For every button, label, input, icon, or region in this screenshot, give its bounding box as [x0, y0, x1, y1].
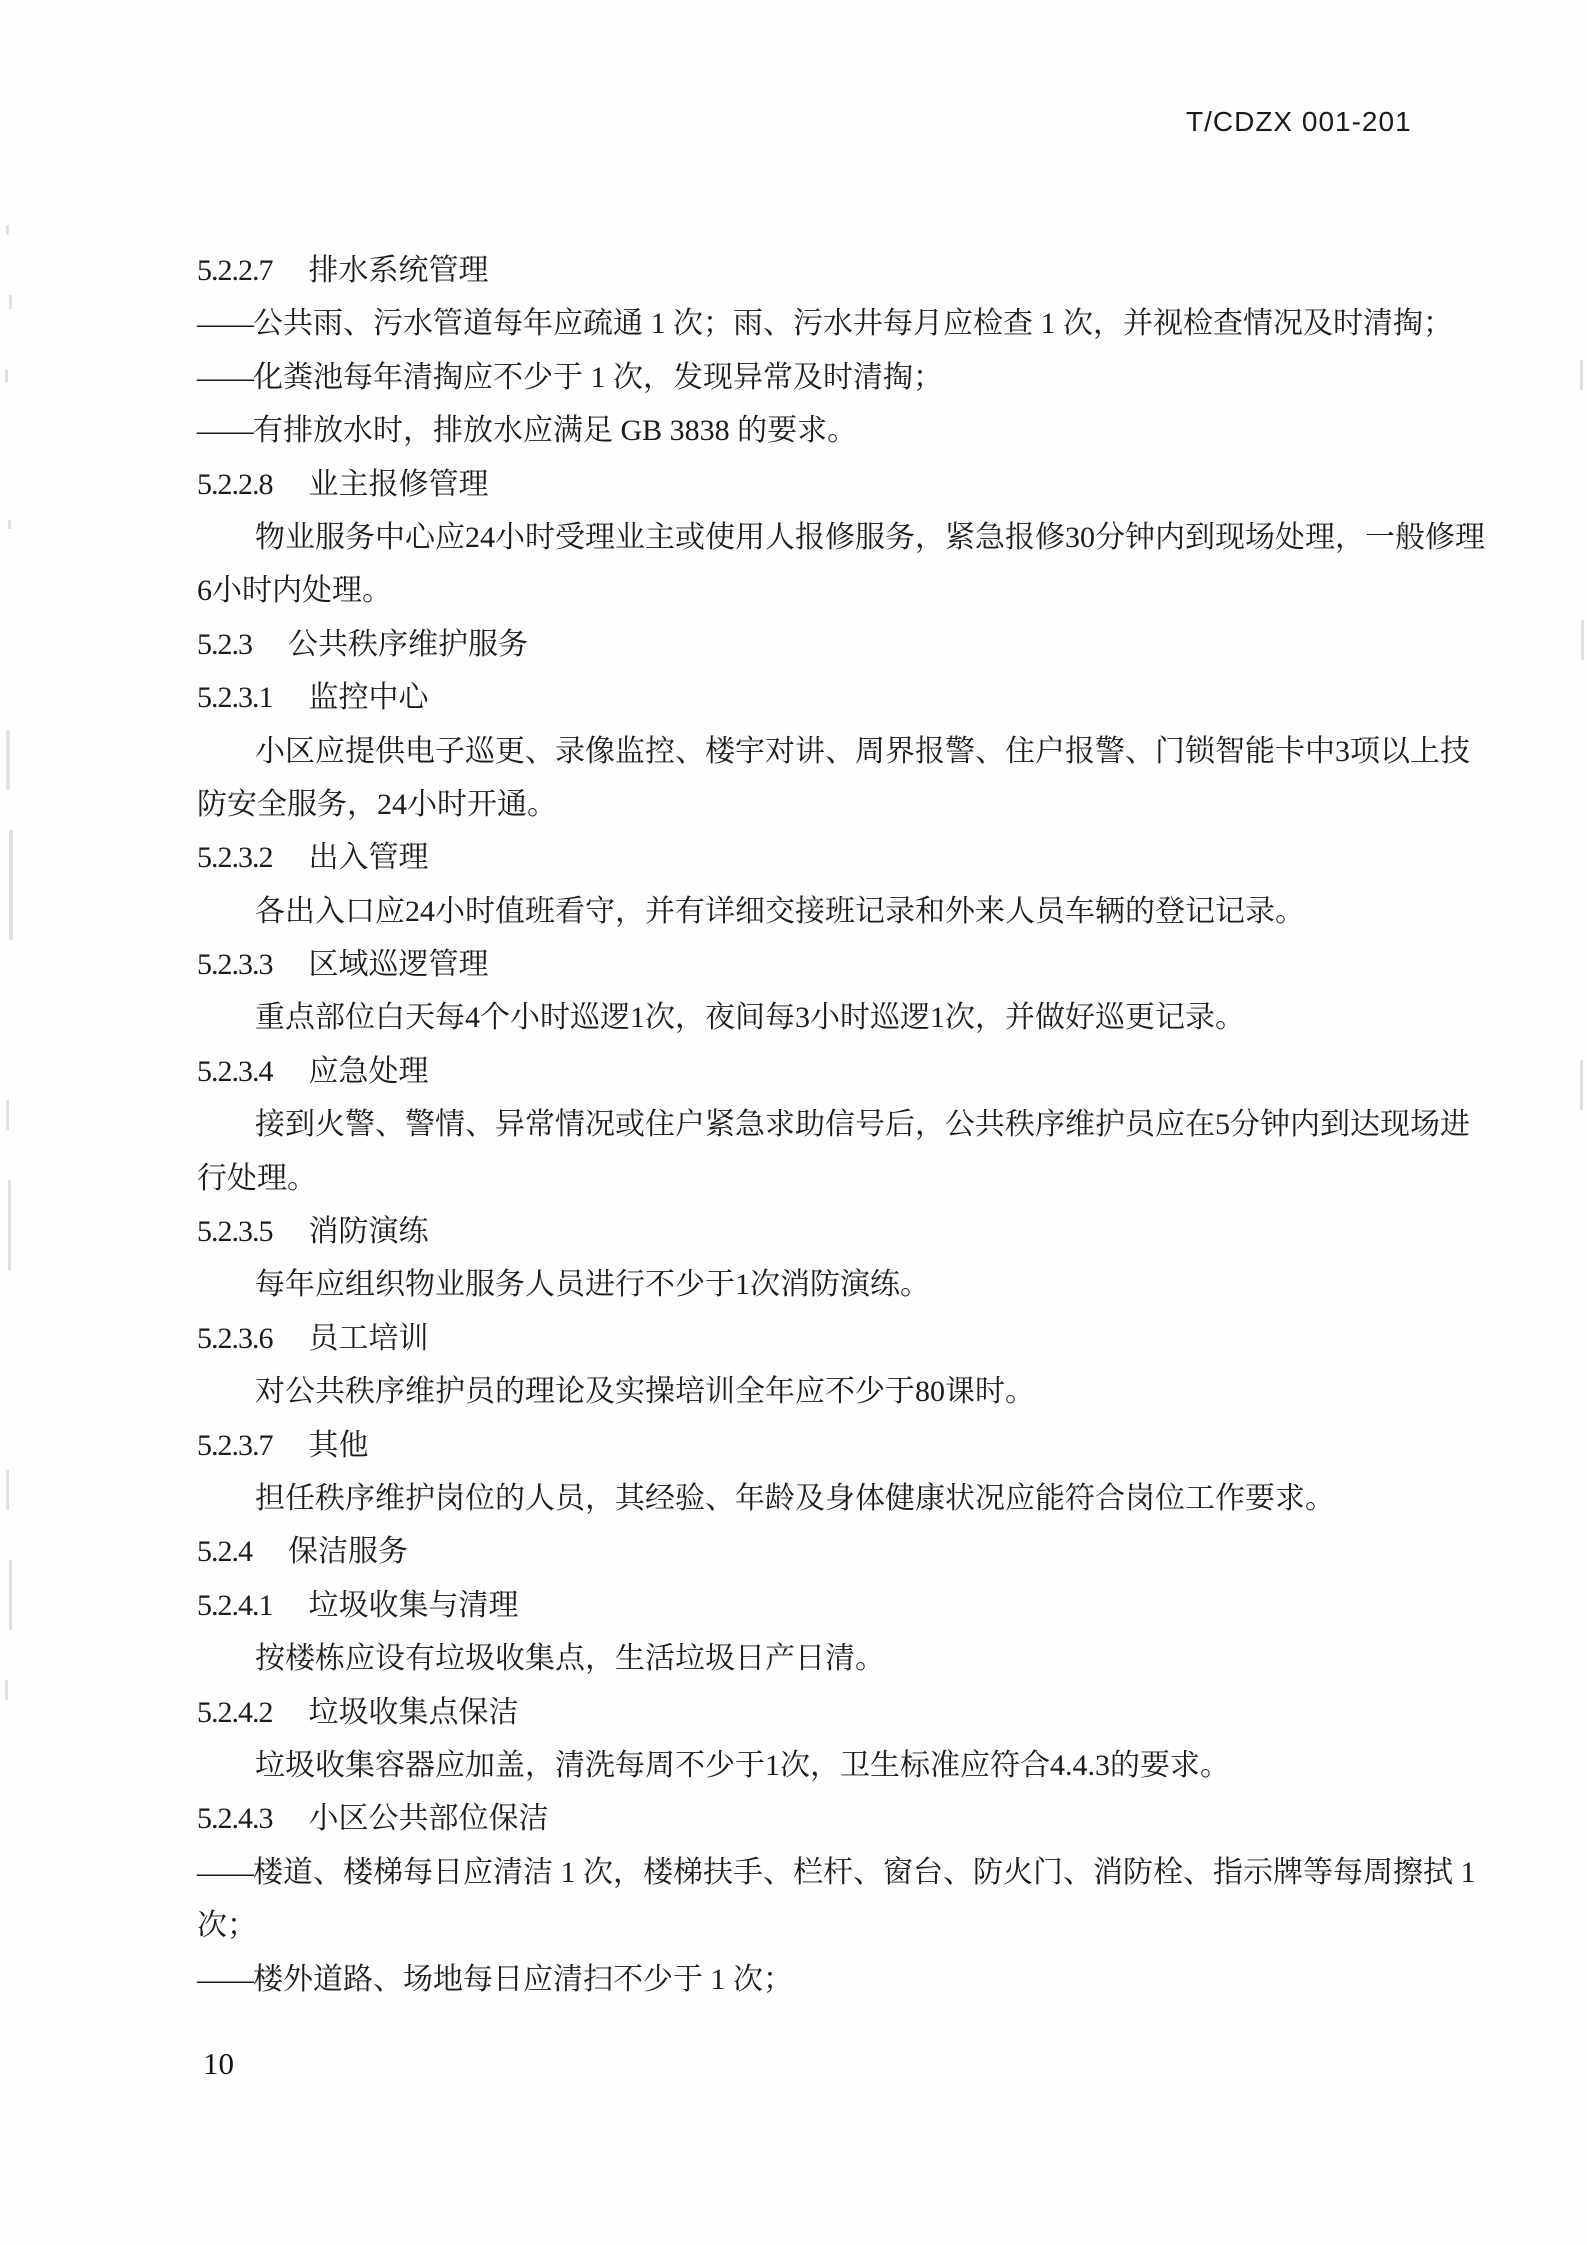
section-heading — [0, 1792, 1587, 1845]
section-title: 应急处理 — [308, 1054, 429, 1088]
scan-artifact — [6, 1470, 9, 1510]
scan-artifact — [1580, 360, 1583, 390]
section-number: 5.2.3.1 — [197, 681, 273, 715]
text-line: 垃圾收集容器应加盖，清洗每周不少于1次，卫生标准应符合4.4.3的要求。 — [255, 1748, 1230, 1782]
text-line: ——公共雨、污水管道每年应疏通 1 次；雨、污水井每月应检查 1 次，并视检查情况及时清掏； — [197, 307, 1453, 341]
section-number: 5.2.4 — [197, 1535, 252, 1569]
section-heading — [0, 1525, 1587, 1578]
dash-prefix: —— — [197, 360, 251, 394]
section-title: 排水系统管理 — [308, 254, 489, 287]
section-heading — [0, 618, 1587, 671]
section-number: 5.2.3.6 — [197, 1321, 273, 1355]
section-number: 5.2.2.8 — [197, 467, 273, 501]
scan-artifact — [6, 225, 9, 235]
section-title: 消防演练 — [308, 1215, 429, 1249]
text-line: 按楼栋应设有垃圾收集点，生活垃圾日产日清。 — [255, 1642, 885, 1676]
section-heading — [0, 1419, 1587, 1472]
text-line: 重点部位白天每4个小时巡逻1次，夜间每3小时巡逻1次，并做好巡更记录。 — [255, 1001, 1245, 1035]
text-line: 防安全服务，24小时开通。 — [197, 787, 557, 821]
section-title: 公共秩序维护服务 — [288, 627, 528, 661]
section-title: 出入管理 — [308, 841, 429, 875]
document-body — [0, 244, 1587, 2006]
dash-prefix: —— — [197, 1962, 251, 1996]
dash-prefix: —— — [197, 307, 251, 341]
section-heading — [0, 1686, 1587, 1739]
text-line: 每年应组织物业服务人员进行不少于1次消防演练。 — [255, 1268, 930, 1302]
section-number: 5.2.3.2 — [197, 841, 273, 875]
section-title: 监控中心 — [308, 681, 429, 715]
section-title: 小区公共部位保洁 — [308, 1802, 549, 1836]
section-title: 垃圾收集点保洁 — [308, 1695, 519, 1729]
scan-artifact — [1581, 620, 1584, 660]
section-title: 保洁服务 — [288, 1535, 408, 1569]
text-line: ——楼道、楼梯每日应清洁 1 次，楼梯扶手、栏杆、窗台、防火门、消防栓、指示牌等每周擦拭 1 — [197, 1855, 1476, 1889]
section-number: 5.2.4.3 — [197, 1802, 273, 1836]
text-line: 各出入口应24小时值班看守，并有详细交接班记录和外来人员车辆的登记记录。 — [255, 894, 1305, 928]
text-line: 对公共秩序维护员的理论及实操培训全年应不少于80课时。 — [255, 1375, 1035, 1409]
scan-artifact — [6, 730, 10, 790]
section-title: 其他 — [308, 1428, 369, 1462]
dash-prefix: —— — [197, 414, 251, 448]
scan-artifact — [9, 1560, 12, 1630]
section-number: 5.2.3.3 — [197, 948, 273, 982]
scan-artifact — [9, 295, 12, 309]
text-line: 行处理。 — [197, 1161, 317, 1195]
scan-artifact — [5, 370, 8, 382]
text-line: 接到火警、警情、异常情况或住户紧急求助信号后，公共秩序维护员应在5分钟内到达现场进 — [255, 1108, 1470, 1142]
text-line: 6小时内处理。 — [197, 574, 392, 608]
section-heading — [0, 938, 1587, 991]
scan-artifact — [8, 1180, 11, 1270]
section-heading — [0, 1312, 1587, 1365]
section-heading — [0, 671, 1587, 724]
text-line: ——楼外道路、场地每日应清扫不少于 1 次； — [197, 1962, 793, 1996]
text-line: ——化粪池每年清掏应不少于 1 次，发现异常及时清掏； — [197, 360, 943, 394]
scan-artifact — [6, 1100, 9, 1130]
section-number: 5.2.4.2 — [197, 1695, 273, 1729]
section-number: 5.2.3 — [197, 627, 252, 661]
section-heading — [0, 1205, 1587, 1258]
scan-artifact — [8, 520, 11, 529]
text-line: 物业服务中心应24小时受理业主或使用人报修服务，紧急报修30分钟内到现场处理，一般修理 — [255, 520, 1485, 554]
section-heading — [0, 831, 1587, 884]
standard-number-header: T/CDZX 001-201 — [1186, 106, 1412, 137]
text-line: 担任秩序维护岗位的人员，其经验、年龄及身体健康状况应能符合岗位工作要求。 — [255, 1481, 1335, 1515]
page-number: 10 — [203, 2046, 234, 2081]
scan-artifact — [9, 830, 13, 940]
text-line: ——有排放水时，排放水应满足 GB 3838 的要求。 — [197, 414, 858, 448]
section-heading — [0, 244, 1587, 297]
text-line: 次； — [197, 1909, 257, 1943]
dash-prefix: —— — [197, 1855, 251, 1889]
text-line: 小区应提供电子巡更、录像监控、楼宇对讲、周界报警、住户报警、门锁智能卡中3项以上技 — [255, 734, 1470, 768]
section-number: 5.2.3.5 — [197, 1215, 273, 1249]
section-title: 垃圾收集与清理 — [308, 1588, 519, 1622]
section-number: 5.2.3.4 — [197, 1054, 273, 1088]
section-heading — [0, 458, 1587, 511]
section-title: 员工培训 — [308, 1321, 429, 1355]
section-number: 5.2.2.7 — [197, 254, 273, 287]
section-number: 5.2.3.7 — [197, 1428, 273, 1462]
section-title: 区域巡逻管理 — [308, 948, 489, 982]
scan-artifact — [5, 1680, 8, 1700]
section-number: 5.2.4.1 — [197, 1588, 273, 1622]
section-heading — [0, 1045, 1587, 1098]
section-title: 业主报修管理 — [308, 467, 489, 501]
scan-artifact — [1580, 1060, 1583, 1110]
section-heading — [0, 1579, 1587, 1632]
